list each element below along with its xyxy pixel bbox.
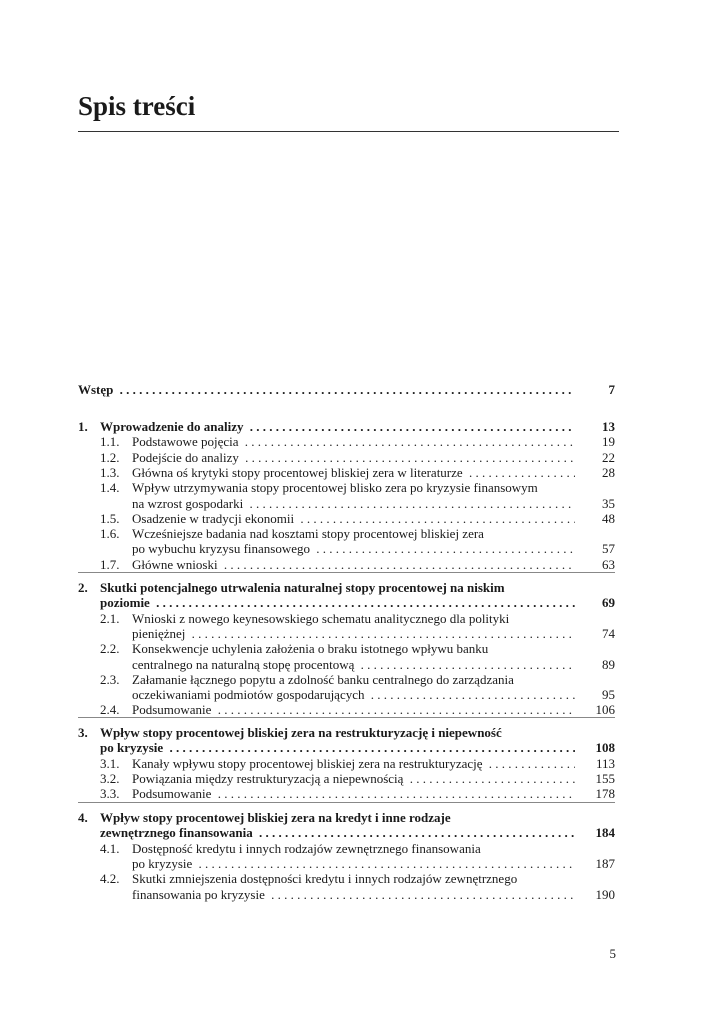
toc-page-number: 95 <box>602 687 615 703</box>
toc-page-number: 113 <box>595 755 615 771</box>
toc-page-number: 155 <box>595 770 615 786</box>
toc-page-number: 190 <box>595 886 615 902</box>
toc-page-number: 178 <box>595 786 615 802</box>
toc-title: centralnego na naturalną stopę procentową . . . <box>132 657 575 673</box>
toc-page-number: 7 <box>608 382 615 397</box>
toc-entry-chapter-1[interactable] <box>0 419 710 435</box>
toc-entry-section-4-2[interactable] <box>0 887 710 903</box>
toc-entry-section-2-2[interactable] <box>0 641 710 657</box>
toc-title: Główna oś krytyki stopy procentowej bliskiej zera w literaturze . . . <box>132 465 575 481</box>
toc-title: Wstęp . . . <box>78 382 575 398</box>
toc-entry-chapter-2[interactable] <box>0 595 710 611</box>
toc-number: 1.7. <box>100 556 120 572</box>
toc-title: Wnioski z nowego keynesowskiego schematu analitycznego dla polityki <box>132 611 632 627</box>
toc-entry-section-2-1[interactable] <box>0 611 710 627</box>
toc-entry-chapter-4[interactable] <box>0 825 710 841</box>
toc-entry-section-4-1[interactable] <box>0 841 710 857</box>
toc-number: 2. <box>78 580 88 595</box>
page-title: Spis treści <box>78 91 196 121</box>
toc-entry-section-1-7[interactable] <box>0 557 710 573</box>
toc-entry-section-1-2[interactable] <box>0 450 710 466</box>
toc-title: po kryzysie . . . <box>100 740 575 756</box>
toc-title: Podsumowanie . . . <box>132 786 575 802</box>
toc-page-number: 13 <box>602 419 615 434</box>
toc-entry-section-4-1[interactable] <box>0 856 710 872</box>
toc-title: Wprowadzenie do analizy . . . <box>100 419 575 435</box>
toc-title: Podstawowe pojęcia . . . <box>132 434 575 450</box>
toc-title: Skutki zmniejszenia dostępności kredytu i innych rodzajów zewnętrznego <box>132 871 632 887</box>
toc-title: Podejście do analizy . . . <box>132 450 575 466</box>
toc-entry-intro[interactable] <box>0 382 710 398</box>
toc-page-number: 35 <box>602 495 615 511</box>
toc-number: 1.4. <box>100 480 120 496</box>
section-divider <box>78 802 615 803</box>
toc-number: 4. <box>78 810 88 825</box>
section-divider <box>78 572 615 573</box>
toc-title: Wpływ utrzymywania stopy procentowej blisko zera po kryzysie finansowym <box>132 480 632 496</box>
toc-title: pieniężnej . . . <box>132 626 575 642</box>
toc-number: 1.6. <box>100 526 120 542</box>
toc-number: 3. <box>78 725 88 740</box>
toc-entry-chapter-4[interactable] <box>0 810 710 826</box>
toc-page-number: 19 <box>602 434 615 450</box>
toc-page-number: 108 <box>595 740 615 756</box>
toc-entry-section-2-3[interactable] <box>0 672 710 688</box>
toc-entry-section-1-3[interactable] <box>0 465 710 481</box>
toc-number: 3.3. <box>100 786 120 802</box>
toc-entry-section-2-1[interactable] <box>0 626 710 642</box>
toc-number: 2.2. <box>100 641 120 657</box>
toc-title: zewnętrznego finansowania . . . <box>100 825 575 841</box>
toc-entry-section-1-5[interactable] <box>0 511 710 527</box>
toc-page-number: 57 <box>602 541 615 557</box>
page-number: 5 <box>609 946 616 961</box>
title-rule <box>78 131 619 132</box>
toc-entry-section-3-1[interactable] <box>0 756 710 772</box>
toc-page-number: 22 <box>602 449 615 465</box>
toc-page-number: 106 <box>595 702 615 718</box>
toc-entry-section-4-2[interactable] <box>0 871 710 887</box>
toc-title: Dostępność kredytu i innych rodzajów zewnętrznego finansowania <box>132 841 632 857</box>
toc-entry-section-3-2[interactable] <box>0 771 710 787</box>
toc-title: Podsumowanie . . . <box>132 702 575 718</box>
toc-title: na wzrost gospodarki . . . <box>132 496 575 512</box>
toc-title: poziomie . . . <box>100 595 575 611</box>
toc-title: Główne wnioski . . . <box>132 557 575 573</box>
toc-page-number: 63 <box>602 556 615 572</box>
toc-entry-section-1-1[interactable] <box>0 434 710 450</box>
toc-title: Wpływ stopy procentowej bliskiej zera na kredyt i inne rodzaje <box>100 810 600 826</box>
toc-entry-section-2-3[interactable] <box>0 687 710 703</box>
toc-title: finansowania po kryzysie . . . <box>132 887 575 903</box>
toc-entry-chapter-3[interactable] <box>0 740 710 756</box>
toc-entry-section-1-4[interactable] <box>0 480 710 496</box>
toc-number: 1.3. <box>100 464 120 480</box>
toc-title: Osadzenie w tradycji ekonomii . . . <box>132 511 575 527</box>
toc-title: Konsekwencje uchylenia założenia o braku istotnego wpływu banku <box>132 641 632 657</box>
toc-entry-section-2-2[interactable] <box>0 657 710 673</box>
toc-number: 3.1. <box>100 755 120 771</box>
toc-entry-section-1-6[interactable] <box>0 541 710 557</box>
toc-title: Powiązania między restrukturyzacją a niepewnością . . . <box>132 771 575 787</box>
toc-entry-chapter-2[interactable] <box>0 580 710 596</box>
toc-title: Załamanie łącznego popytu a zdolność banku centralnego do zarządzania <box>132 672 632 688</box>
toc-title: Skutki potencjalnego utrwalenia naturalnej stopy procentowej na niskim <box>100 580 600 596</box>
toc-entry-section-1-6[interactable] <box>0 526 710 542</box>
toc-page-number: 69 <box>602 595 615 611</box>
toc-entry-chapter-3[interactable] <box>0 725 710 741</box>
section-divider <box>78 717 615 718</box>
toc-title: Kanały wpływu stopy procentowej bliskiej zera na restrukturyzację . . . <box>132 756 575 772</box>
toc-number: 1.2. <box>100 449 120 465</box>
toc-title: oczekiwaniami podmiotów gospodarujących . . . <box>132 687 575 703</box>
toc-number: 4.1. <box>100 840 120 856</box>
toc-number: 1.5. <box>100 510 120 526</box>
toc-page-number: 74 <box>602 625 615 641</box>
toc-title: Wcześniejsze badania nad kosztami stopy procentowej bliskiej zera <box>132 526 632 542</box>
toc-number: 3.2. <box>100 770 120 786</box>
toc-page-number: 28 <box>602 464 615 480</box>
toc-entry-section-3-3[interactable] <box>0 786 710 802</box>
toc-number: 2.4. <box>100 702 120 718</box>
toc-title: po wybuchu kryzysu finansowego . . . <box>132 541 575 557</box>
toc-number: 1. <box>78 419 88 434</box>
toc-number: 2.1. <box>100 610 120 626</box>
toc-number: 1.1. <box>100 434 120 450</box>
toc-page-number: 184 <box>595 825 615 841</box>
toc-entry-section-1-4[interactable] <box>0 496 710 512</box>
toc-entry-section-2-4[interactable] <box>0 702 710 718</box>
toc-title: po kryzysie . . . <box>132 856 575 872</box>
toc-page-number: 187 <box>595 855 615 871</box>
toc-title: Wpływ stopy procentowej bliskiej zera na restrukturyzację i niepewność <box>100 725 600 741</box>
toc-page-number: 48 <box>602 510 615 526</box>
toc-number: 4.2. <box>100 871 120 887</box>
toc-number: 2.3. <box>100 671 120 687</box>
toc-page-number: 89 <box>602 656 615 672</box>
